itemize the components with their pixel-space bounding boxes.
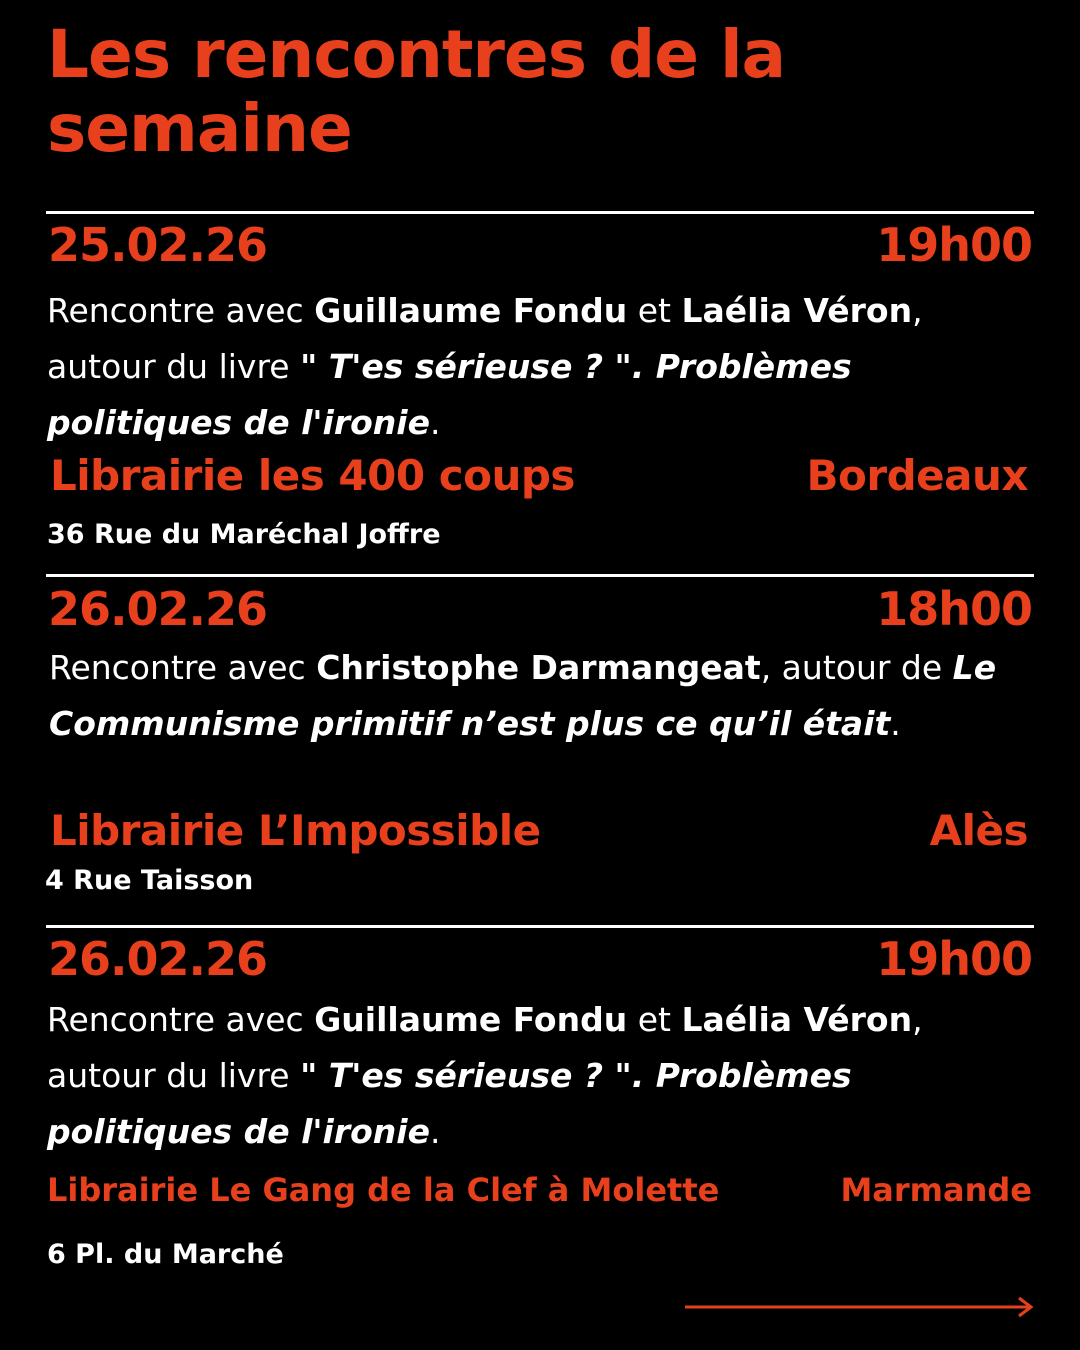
venue-address: 6 Pl. du Marché (47, 1239, 284, 1270)
event-time: 19h00 (876, 218, 1032, 272)
book-title: " T'es sérieuse ? ". Problèmes politiques de l'ironie (47, 347, 852, 442)
venue-name: Librairie L’Impossible (50, 806, 541, 855)
event-time: 19h00 (876, 932, 1032, 986)
event-description (47, 992, 1037, 1160)
divider (46, 574, 1034, 577)
venue-address: 36 Rue du Maréchal Joffre (47, 519, 441, 550)
event-date: 25.02.26 (48, 218, 267, 272)
event-description (47, 283, 1037, 451)
page-title: Les rencontres de la semaine (47, 16, 786, 167)
desc-text: . (429, 1112, 441, 1151)
venue-name: Librairie les 400 coups (50, 451, 575, 500)
event-date: 26.02.26 (48, 582, 267, 636)
desc-text: . (429, 403, 441, 442)
desc-text: . (890, 704, 901, 743)
desc-text: et (627, 291, 682, 330)
venue-address: 4 Rue Taisson (45, 865, 254, 896)
desc-text: et (627, 1000, 682, 1039)
book-title: Le Communisme primitif n’est plus ce qu’il était (49, 648, 997, 743)
speaker-name: Guillaume Fondu (314, 291, 628, 330)
venue-city: Marmande (840, 1171, 1032, 1209)
arrow-right-icon[interactable] (685, 1296, 1035, 1318)
desc-text: , autour de (760, 648, 953, 687)
desc-text: Rencontre avec (47, 291, 315, 330)
event-description (49, 640, 1039, 752)
speaker-name: Laélia Véron (681, 1000, 913, 1039)
divider (46, 925, 1034, 928)
desc-text: Rencontre avec (47, 1000, 315, 1039)
desc-text: , autour du livre (47, 291, 923, 386)
event-date: 26.02.26 (48, 932, 267, 986)
venue-city: Alès (929, 806, 1028, 855)
speaker-name: Laélia Véron (681, 291, 913, 330)
venue-name: Librairie Le Gang de la Clef à Molette (47, 1171, 720, 1209)
desc-text: Rencontre avec (49, 648, 317, 687)
event-time: 18h00 (876, 582, 1032, 636)
speaker-name: Guillaume Fondu (314, 1000, 628, 1039)
divider (46, 211, 1034, 214)
venue-city: Bordeaux (806, 451, 1028, 500)
speaker-name: Christophe Darmangeat (316, 648, 761, 687)
desc-text: , autour du livre (47, 1000, 923, 1095)
book-title: " T'es sérieuse ? ". Problèmes politiques de l'ironie (47, 1056, 852, 1151)
